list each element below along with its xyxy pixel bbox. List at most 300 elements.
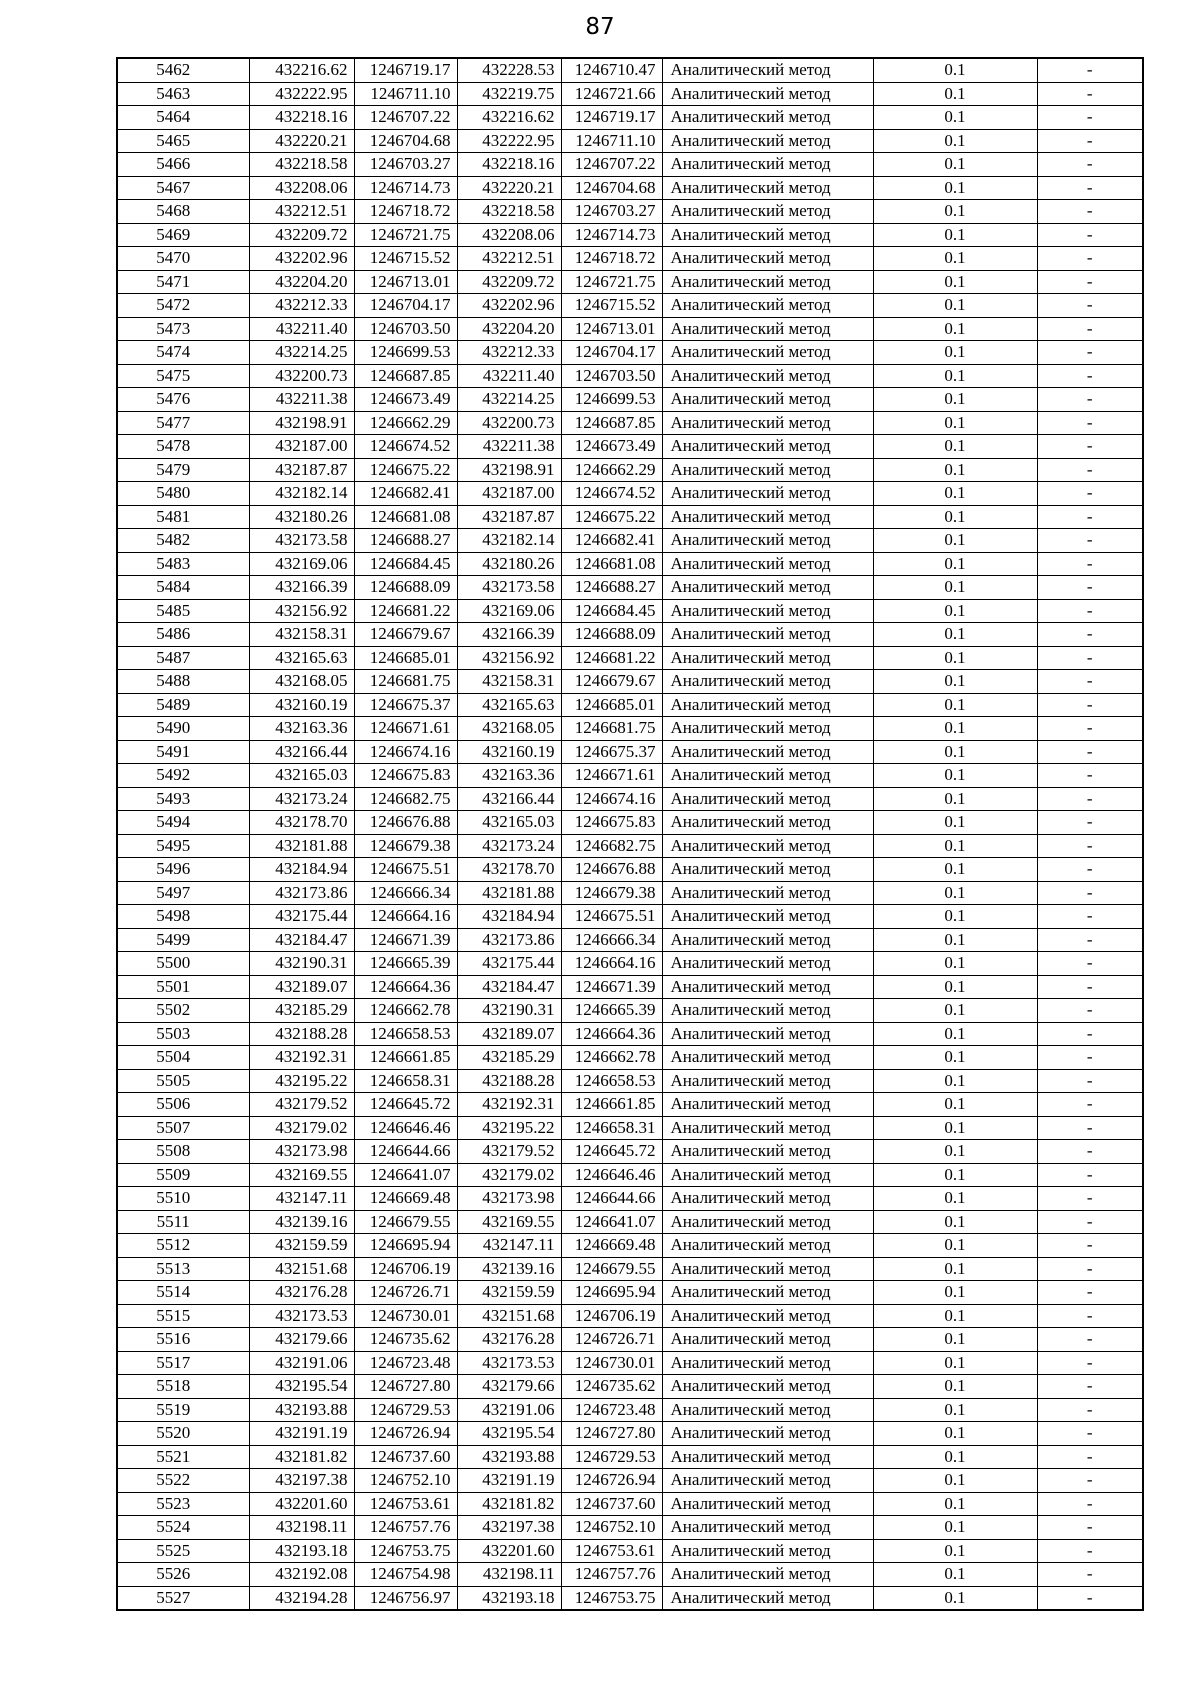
note-cell: - [1037,646,1143,670]
y-start-cell: 1246752.10 [354,1469,457,1493]
note-cell: - [1037,270,1143,294]
point-id-cell: 5465 [117,129,249,153]
note-cell: - [1037,529,1143,553]
table-body [117,58,1143,1610]
method-cell: Аналитический метод [662,200,873,224]
x-end-cell: 432197.38 [457,1516,561,1540]
table-row [117,693,1143,717]
table-row [117,1492,1143,1516]
y-start-cell: 1246641.07 [354,1163,457,1187]
y-end-cell: 1246662.78 [561,1046,662,1070]
note-cell: - [1037,811,1143,835]
note-cell: - [1037,740,1143,764]
accuracy-cell: 0.1 [873,646,1037,670]
y-end-cell: 1246664.16 [561,952,662,976]
y-end-cell: 1246658.31 [561,1116,662,1140]
method-cell: Аналитический метод [662,1492,873,1516]
x-end-cell: 432173.24 [457,834,561,858]
accuracy-cell: 0.1 [873,1163,1037,1187]
accuracy-cell: 0.1 [873,1539,1037,1563]
y-start-cell: 1246645.72 [354,1093,457,1117]
table-row [117,411,1143,435]
accuracy-cell: 0.1 [873,764,1037,788]
note-cell: - [1037,975,1143,999]
point-id-cell: 5517 [117,1351,249,1375]
x-end-cell: 432211.40 [457,364,561,388]
x-start-cell: 432184.47 [249,928,354,952]
x-start-cell: 432211.40 [249,317,354,341]
x-start-cell: 432165.03 [249,764,354,788]
x-start-cell: 432214.25 [249,341,354,365]
accuracy-cell: 0.1 [873,1304,1037,1328]
note-cell: - [1037,106,1143,130]
y-start-cell: 1246676.88 [354,811,457,835]
x-start-cell: 432218.58 [249,153,354,177]
x-end-cell: 432158.31 [457,670,561,694]
point-id-cell: 5464 [117,106,249,130]
method-cell: Аналитический метод [662,1281,873,1305]
y-start-cell: 1246673.49 [354,388,457,412]
x-start-cell: 432181.88 [249,834,354,858]
y-start-cell: 1246711.10 [354,82,457,106]
note-cell: - [1037,1492,1143,1516]
table-row [117,1210,1143,1234]
accuracy-cell: 0.1 [873,1516,1037,1540]
x-start-cell: 432173.98 [249,1140,354,1164]
x-start-cell: 432179.02 [249,1116,354,1140]
x-end-cell: 432201.60 [457,1539,561,1563]
table-row [117,247,1143,271]
note-cell: - [1037,1539,1143,1563]
note-cell: - [1037,1422,1143,1446]
y-end-cell: 1246681.22 [561,646,662,670]
x-end-cell: 432176.28 [457,1328,561,1352]
x-start-cell: 432175.44 [249,905,354,929]
point-id-cell: 5509 [117,1163,249,1187]
x-start-cell: 432212.33 [249,294,354,318]
table-row [117,1398,1143,1422]
method-cell: Аналитический метод [662,1187,873,1211]
table-row [117,764,1143,788]
y-end-cell: 1246679.38 [561,881,662,905]
y-end-cell: 1246704.17 [561,341,662,365]
note-cell: - [1037,1187,1143,1211]
y-end-cell: 1246726.71 [561,1328,662,1352]
x-end-cell: 432156.92 [457,646,561,670]
method-cell: Аналитический метод [662,858,873,882]
point-id-cell: 5467 [117,176,249,200]
y-start-cell: 1246706.19 [354,1257,457,1281]
accuracy-cell: 0.1 [873,294,1037,318]
note-cell: - [1037,247,1143,271]
x-start-cell: 432147.11 [249,1187,354,1211]
table-row [117,1351,1143,1375]
point-id-cell: 5462 [117,58,249,82]
accuracy-cell: 0.1 [873,905,1037,929]
note-cell: - [1037,599,1143,623]
table-row [117,294,1143,318]
table-row [117,200,1143,224]
point-id-cell: 5525 [117,1539,249,1563]
point-id-cell: 5496 [117,858,249,882]
table-row [117,1281,1143,1305]
table-row [117,905,1143,929]
table-row [117,999,1143,1023]
coordinates-table [116,57,1144,1611]
point-id-cell: 5498 [117,905,249,929]
point-id-cell: 5516 [117,1328,249,1352]
note-cell: - [1037,505,1143,529]
point-id-cell: 5527 [117,1586,249,1610]
note-cell: - [1037,223,1143,247]
table-row [117,1093,1143,1117]
point-id-cell: 5522 [117,1469,249,1493]
accuracy-cell: 0.1 [873,1586,1037,1610]
x-start-cell: 432159.59 [249,1234,354,1258]
point-id-cell: 5493 [117,787,249,811]
table-row [117,952,1143,976]
y-start-cell: 1246675.22 [354,458,457,482]
y-end-cell: 1246641.07 [561,1210,662,1234]
y-start-cell: 1246679.38 [354,834,457,858]
point-id-cell: 5524 [117,1516,249,1540]
accuracy-cell: 0.1 [873,928,1037,952]
note-cell: - [1037,717,1143,741]
x-end-cell: 432185.29 [457,1046,561,1070]
point-id-cell: 5491 [117,740,249,764]
x-end-cell: 432184.47 [457,975,561,999]
x-start-cell: 432160.19 [249,693,354,717]
y-start-cell: 1246682.41 [354,482,457,506]
x-end-cell: 432222.95 [457,129,561,153]
note-cell: - [1037,1116,1143,1140]
y-end-cell: 1246721.75 [561,270,662,294]
note-cell: - [1037,1069,1143,1093]
x-end-cell: 432159.59 [457,1281,561,1305]
note-cell: - [1037,1469,1143,1493]
y-start-cell: 1246679.67 [354,623,457,647]
note-cell: - [1037,1046,1143,1070]
note-cell: - [1037,1257,1143,1281]
note-cell: - [1037,1234,1143,1258]
x-end-cell: 432166.44 [457,787,561,811]
accuracy-cell: 0.1 [873,787,1037,811]
point-id-cell: 5501 [117,975,249,999]
method-cell: Аналитический метод [662,1328,873,1352]
accuracy-cell: 0.1 [873,1022,1037,1046]
x-end-cell: 432151.68 [457,1304,561,1328]
table-row [117,1375,1143,1399]
accuracy-cell: 0.1 [873,717,1037,741]
x-start-cell: 432187.00 [249,435,354,459]
method-cell: Аналитический метод [662,881,873,905]
x-end-cell: 432181.88 [457,881,561,905]
y-start-cell: 1246735.62 [354,1328,457,1352]
note-cell: - [1037,905,1143,929]
method-cell: Аналитический метод [662,1398,873,1422]
x-start-cell: 432220.21 [249,129,354,153]
y-start-cell: 1246666.34 [354,881,457,905]
method-cell: Аналитический метод [662,176,873,200]
x-start-cell: 432179.66 [249,1328,354,1352]
x-end-cell: 432147.11 [457,1234,561,1258]
accuracy-cell: 0.1 [873,341,1037,365]
y-end-cell: 1246687.85 [561,411,662,435]
y-end-cell: 1246713.01 [561,317,662,341]
accuracy-cell: 0.1 [873,552,1037,576]
table-row [117,928,1143,952]
table-row [117,1257,1143,1281]
y-end-cell: 1246646.46 [561,1163,662,1187]
table-row [117,317,1143,341]
y-end-cell: 1246719.17 [561,106,662,130]
x-end-cell: 432204.20 [457,317,561,341]
accuracy-cell: 0.1 [873,1375,1037,1399]
accuracy-cell: 0.1 [873,1046,1037,1070]
y-end-cell: 1246688.09 [561,623,662,647]
note-cell: - [1037,858,1143,882]
y-start-cell: 1246695.94 [354,1234,457,1258]
accuracy-cell: 0.1 [873,153,1037,177]
y-start-cell: 1246704.17 [354,294,457,318]
note-cell: - [1037,411,1143,435]
y-start-cell: 1246707.22 [354,106,457,130]
method-cell: Аналитический метод [662,1093,873,1117]
note-cell: - [1037,435,1143,459]
x-end-cell: 432180.26 [457,552,561,576]
point-id-cell: 5470 [117,247,249,271]
method-cell: Аналитический метод [662,740,873,764]
accuracy-cell: 0.1 [873,364,1037,388]
y-start-cell: 1246726.94 [354,1422,457,1446]
table-row [117,599,1143,623]
x-start-cell: 432176.28 [249,1281,354,1305]
y-end-cell: 1246662.29 [561,458,662,482]
table-row [117,1328,1143,1352]
x-start-cell: 432218.16 [249,106,354,130]
point-id-cell: 5483 [117,552,249,576]
table-row [117,975,1143,999]
accuracy-cell: 0.1 [873,1328,1037,1352]
method-cell: Аналитический метод [662,1210,873,1234]
x-end-cell: 432193.18 [457,1586,561,1610]
y-start-cell: 1246753.61 [354,1492,457,1516]
x-start-cell: 432192.08 [249,1563,354,1587]
point-id-cell: 5469 [117,223,249,247]
x-start-cell: 432216.62 [249,58,354,82]
y-start-cell: 1246658.53 [354,1022,457,1046]
x-start-cell: 432168.05 [249,670,354,694]
point-id-cell: 5468 [117,200,249,224]
accuracy-cell: 0.1 [873,975,1037,999]
accuracy-cell: 0.1 [873,1563,1037,1587]
note-cell: - [1037,834,1143,858]
accuracy-cell: 0.1 [873,811,1037,835]
accuracy-cell: 0.1 [873,82,1037,106]
accuracy-cell: 0.1 [873,1257,1037,1281]
method-cell: Аналитический метод [662,1422,873,1446]
x-start-cell: 432151.68 [249,1257,354,1281]
note-cell: - [1037,1398,1143,1422]
y-end-cell: 1246715.52 [561,294,662,318]
note-cell: - [1037,1022,1143,1046]
y-end-cell: 1246714.73 [561,223,662,247]
accuracy-cell: 0.1 [873,1210,1037,1234]
method-cell: Аналитический метод [662,223,873,247]
y-start-cell: 1246674.16 [354,740,457,764]
y-end-cell: 1246721.66 [561,82,662,106]
accuracy-cell: 0.1 [873,1492,1037,1516]
method-cell: Аналитический метод [662,928,873,952]
note-cell: - [1037,1328,1143,1352]
x-end-cell: 432209.72 [457,270,561,294]
accuracy-cell: 0.1 [873,1422,1037,1446]
x-end-cell: 432173.53 [457,1351,561,1375]
method-cell: Аналитический метод [662,411,873,435]
point-id-cell: 5513 [117,1257,249,1281]
y-start-cell: 1246704.68 [354,129,457,153]
point-id-cell: 5519 [117,1398,249,1422]
y-start-cell: 1246714.73 [354,176,457,200]
table-row [117,364,1143,388]
table-row [117,670,1143,694]
method-cell: Аналитический метод [662,364,873,388]
accuracy-cell: 0.1 [873,999,1037,1023]
table-row [117,1140,1143,1164]
x-end-cell: 432181.82 [457,1492,561,1516]
x-end-cell: 432218.58 [457,200,561,224]
table-row [117,834,1143,858]
y-start-cell: 1246703.50 [354,317,457,341]
note-cell: - [1037,1445,1143,1469]
note-cell: - [1037,294,1143,318]
point-id-cell: 5471 [117,270,249,294]
table-row [117,505,1143,529]
y-start-cell: 1246674.52 [354,435,457,459]
method-cell: Аналитический метод [662,834,873,858]
table-row [117,58,1143,82]
table-row [117,1563,1143,1587]
y-end-cell: 1246682.41 [561,529,662,553]
x-start-cell: 432209.72 [249,223,354,247]
x-end-cell: 432195.54 [457,1422,561,1446]
x-end-cell: 432163.36 [457,764,561,788]
method-cell: Аналитический метод [662,1351,873,1375]
note-cell: - [1037,200,1143,224]
y-end-cell: 1246673.49 [561,435,662,459]
table-row [117,435,1143,459]
y-end-cell: 1246753.75 [561,1586,662,1610]
point-id-cell: 5499 [117,928,249,952]
x-start-cell: 432187.87 [249,458,354,482]
accuracy-cell: 0.1 [873,576,1037,600]
x-start-cell: 432197.38 [249,1469,354,1493]
method-cell: Аналитический метод [662,999,873,1023]
y-start-cell: 1246664.16 [354,905,457,929]
note-cell: - [1037,881,1143,905]
x-end-cell: 432160.19 [457,740,561,764]
y-start-cell: 1246737.60 [354,1445,457,1469]
method-cell: Аналитический метод [662,1586,873,1610]
point-id-cell: 5495 [117,834,249,858]
method-cell: Аналитический метод [662,505,873,529]
y-end-cell: 1246675.37 [561,740,662,764]
note-cell: - [1037,58,1143,82]
note-cell: - [1037,787,1143,811]
x-start-cell: 432173.86 [249,881,354,905]
y-start-cell: 1246688.27 [354,529,457,553]
accuracy-cell: 0.1 [873,858,1037,882]
x-start-cell: 432178.70 [249,811,354,835]
method-cell: Аналитический метод [662,529,873,553]
note-cell: - [1037,82,1143,106]
y-start-cell: 1246687.85 [354,364,457,388]
x-start-cell: 432191.06 [249,1351,354,1375]
accuracy-cell: 0.1 [873,1140,1037,1164]
point-id-cell: 5507 [117,1116,249,1140]
method-cell: Аналитический метод [662,717,873,741]
y-start-cell: 1246662.78 [354,999,457,1023]
point-id-cell: 5518 [117,1375,249,1399]
method-cell: Аналитический метод [662,247,873,271]
table-row [117,270,1143,294]
x-end-cell: 432188.28 [457,1069,561,1093]
y-start-cell: 1246669.48 [354,1187,457,1211]
x-end-cell: 432175.44 [457,952,561,976]
method-cell: Аналитический метод [662,1516,873,1540]
accuracy-cell: 0.1 [873,270,1037,294]
y-end-cell: 1246699.53 [561,388,662,412]
table-row [117,717,1143,741]
method-cell: Аналитический метод [662,1046,873,1070]
y-end-cell: 1246666.34 [561,928,662,952]
x-start-cell: 432184.94 [249,858,354,882]
x-end-cell: 432202.96 [457,294,561,318]
accuracy-cell: 0.1 [873,317,1037,341]
point-id-cell: 5492 [117,764,249,788]
x-end-cell: 432216.62 [457,106,561,130]
table-row [117,153,1143,177]
x-end-cell: 432198.11 [457,1563,561,1587]
y-end-cell: 1246695.94 [561,1281,662,1305]
y-end-cell: 1246674.16 [561,787,662,811]
x-end-cell: 432218.16 [457,153,561,177]
x-end-cell: 432193.88 [457,1445,561,1469]
point-id-cell: 5497 [117,881,249,905]
x-start-cell: 432169.06 [249,552,354,576]
point-id-cell: 5481 [117,505,249,529]
table-row [117,388,1143,412]
accuracy-cell: 0.1 [873,1351,1037,1375]
y-end-cell: 1246684.45 [561,599,662,623]
accuracy-cell: 0.1 [873,1398,1037,1422]
y-end-cell: 1246679.55 [561,1257,662,1281]
accuracy-cell: 0.1 [873,1469,1037,1493]
method-cell: Аналитический метод [662,576,873,600]
point-id-cell: 5479 [117,458,249,482]
note-cell: - [1037,670,1143,694]
note-cell: - [1037,458,1143,482]
y-end-cell: 1246644.66 [561,1187,662,1211]
x-start-cell: 432195.22 [249,1069,354,1093]
x-start-cell: 432179.52 [249,1093,354,1117]
accuracy-cell: 0.1 [873,623,1037,647]
y-start-cell: 1246685.01 [354,646,457,670]
y-end-cell: 1246685.01 [561,693,662,717]
table-row [117,552,1143,576]
method-cell: Аналитический метод [662,811,873,835]
x-end-cell: 432184.94 [457,905,561,929]
